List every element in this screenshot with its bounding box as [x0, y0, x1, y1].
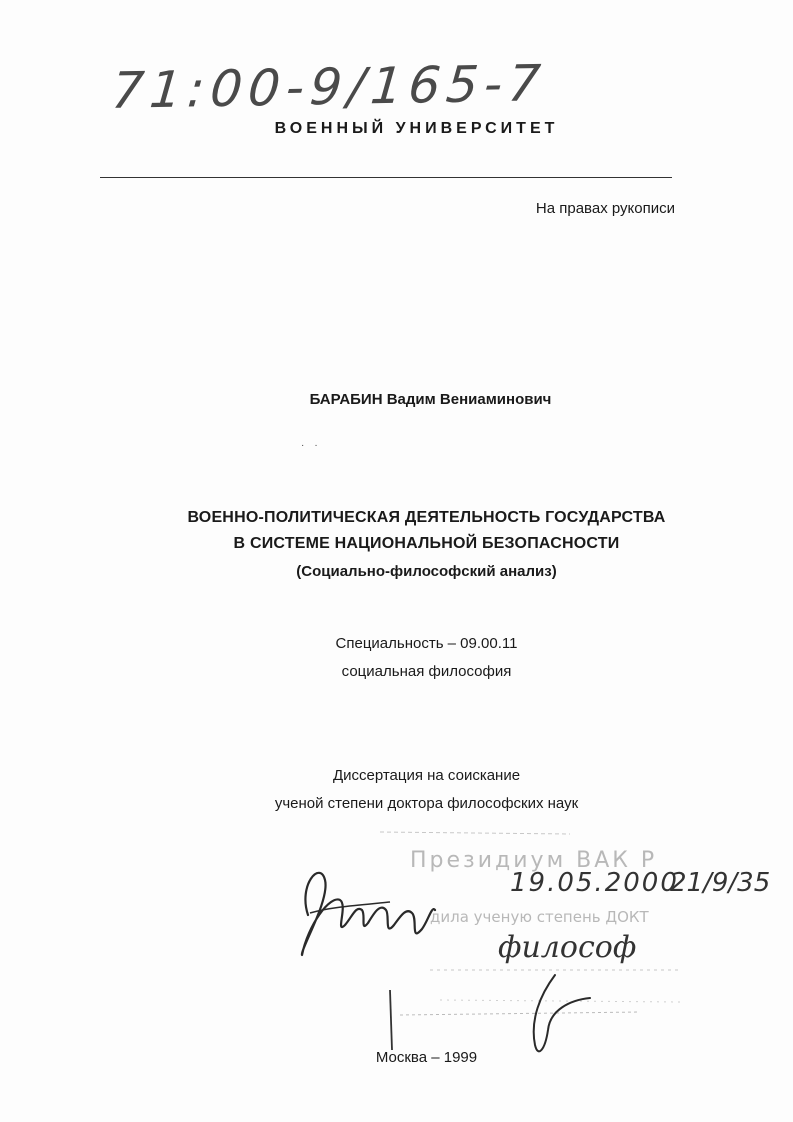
stamp-award-line: дила ученую степень ДОКТ	[430, 908, 649, 926]
stamp-number: 21/9/35	[670, 868, 771, 898]
stamp-field: философ	[498, 930, 637, 965]
degree-block	[0, 762, 793, 818]
title-subtitle: (Социально-философский анализ)	[296, 563, 557, 580]
title-line-2: В СИСТЕМЕ НАЦИОНАЛЬНОЙ БЕЗОПАСНОСТИ	[233, 535, 620, 552]
manuscript-rights-note: На правах рукописи	[535, 200, 675, 217]
header-divider	[100, 177, 672, 178]
stamp-date: 19.05.2000	[510, 868, 679, 898]
lower-signature-mark	[380, 970, 700, 1060]
organization-heading: ВОЕННЫЙ УНИВЕРСИТЕТ	[274, 120, 559, 137]
handwritten-signature	[290, 855, 440, 965]
specialty-code: Специальность – 09.00.11	[335, 635, 518, 652]
handwritten-archive-number: 71:00-9/165-7	[109, 54, 549, 120]
title-line-1: ВОЕННО-ПОЛИТИЧЕСКАЯ ДЕЯТЕЛЬНОСТЬ ГОСУДАРСТВА	[187, 509, 666, 526]
specialty-block	[0, 630, 793, 686]
city-and-year: Москва – 1999	[375, 1049, 478, 1066]
dissertation-title	[0, 505, 793, 587]
degree-line-2: ученой степени доктора философских наук	[274, 795, 579, 812]
specialty-name: социальная философия	[341, 663, 512, 680]
scan-specks: ··	[301, 440, 328, 451]
degree-line-1: Диссертация на соискание	[332, 767, 521, 784]
author-name: БАРАБИН Вадим Вениаминович	[309, 391, 552, 408]
stamp-heading: Президиум ВАК Р	[410, 848, 658, 873]
